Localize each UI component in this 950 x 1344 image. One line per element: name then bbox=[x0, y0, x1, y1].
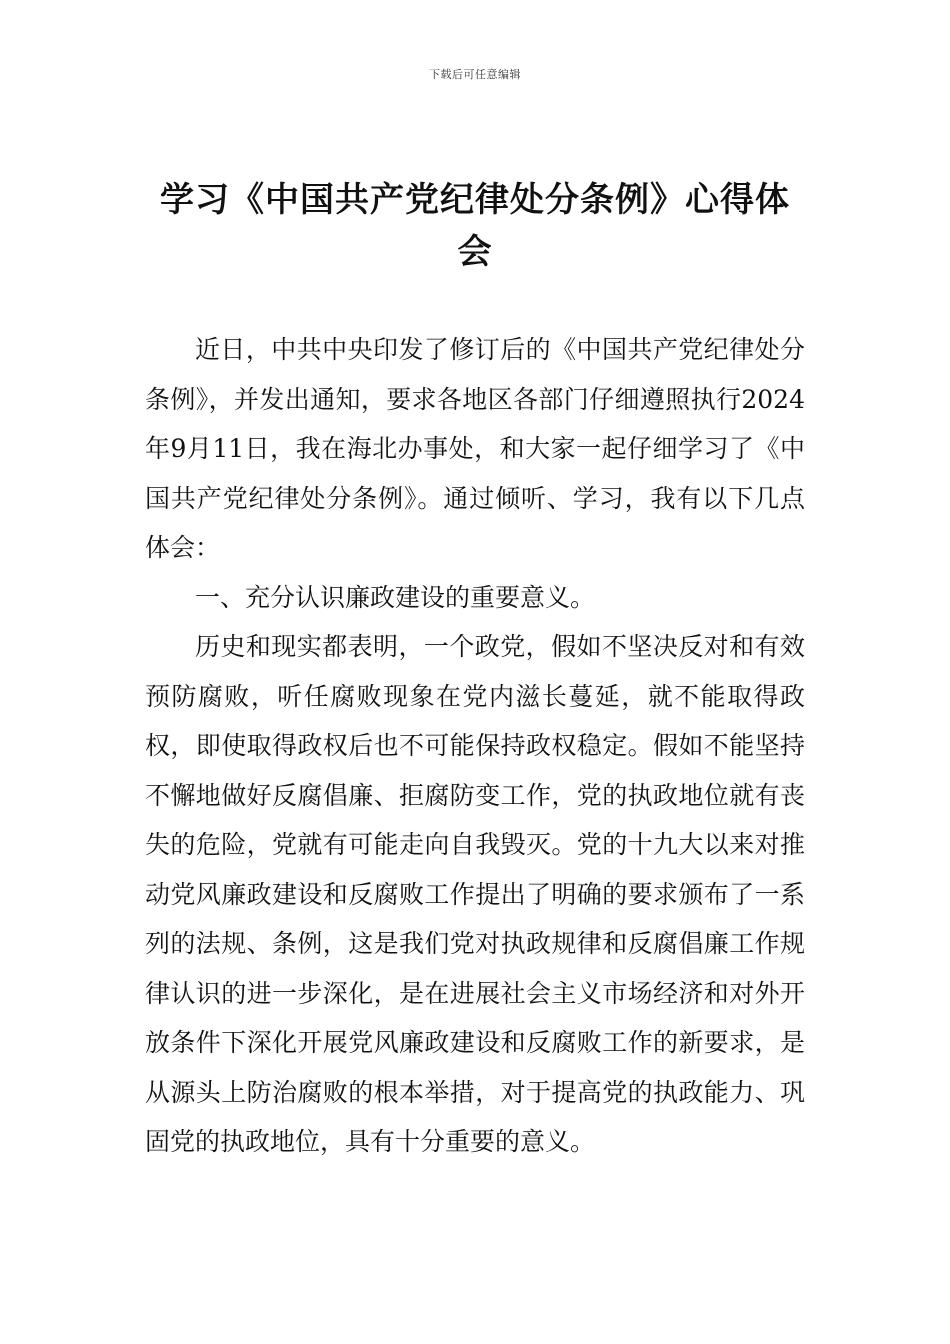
paragraph-intro: 近日，中共中央印发了修订后的《中国共产党纪律处分条例》，并发出通知，要求各地区各部门仔细遵照执行2024年9月11日，我在海北办事处，和大家一起仔细学习了《中国共产党纪律处分条例》。通过倾听、学习，我有以下几点体会： bbox=[145, 335, 805, 562]
document-title: 学习《中国共产党纪律处分条例》心得体会 bbox=[160, 180, 790, 272]
header-note: 下载后可任意编辑 bbox=[429, 68, 521, 81]
document-body bbox=[145, 325, 805, 1167]
paragraph-body: 历史和现实都表明，一个政党，假如不坚决反对和有效预防腐败，听任腐败现象在党内滋长蔓延，就不能取得政权，即使取得政权后也不可能保持政权稳定。假如不能坚持不懈地做好反腐倡廉、拒腐防变工作，党的执政地位就有丧失的危险，党就有可能走向自我毁灭。党的十九大以来对推动党风廉政建设和反腐败工作提出了明确的要求颁布了一系列的法规、条例，这是我们党对执政规律和反腐倡廉工作规律认识的进一步深化，是在进展社会主义市场经济和对外开放条件下深化开展党风廉政建设和反腐败工作的新要求，是从源头上防治腐败的根本举措，对于提高党的执政能力、巩固党的执政地位，具有十分重要的意义。 bbox=[145, 632, 805, 1156]
paragraph-section-heading: 一、充分认识廉政建设的重要意义。 bbox=[195, 582, 596, 612]
